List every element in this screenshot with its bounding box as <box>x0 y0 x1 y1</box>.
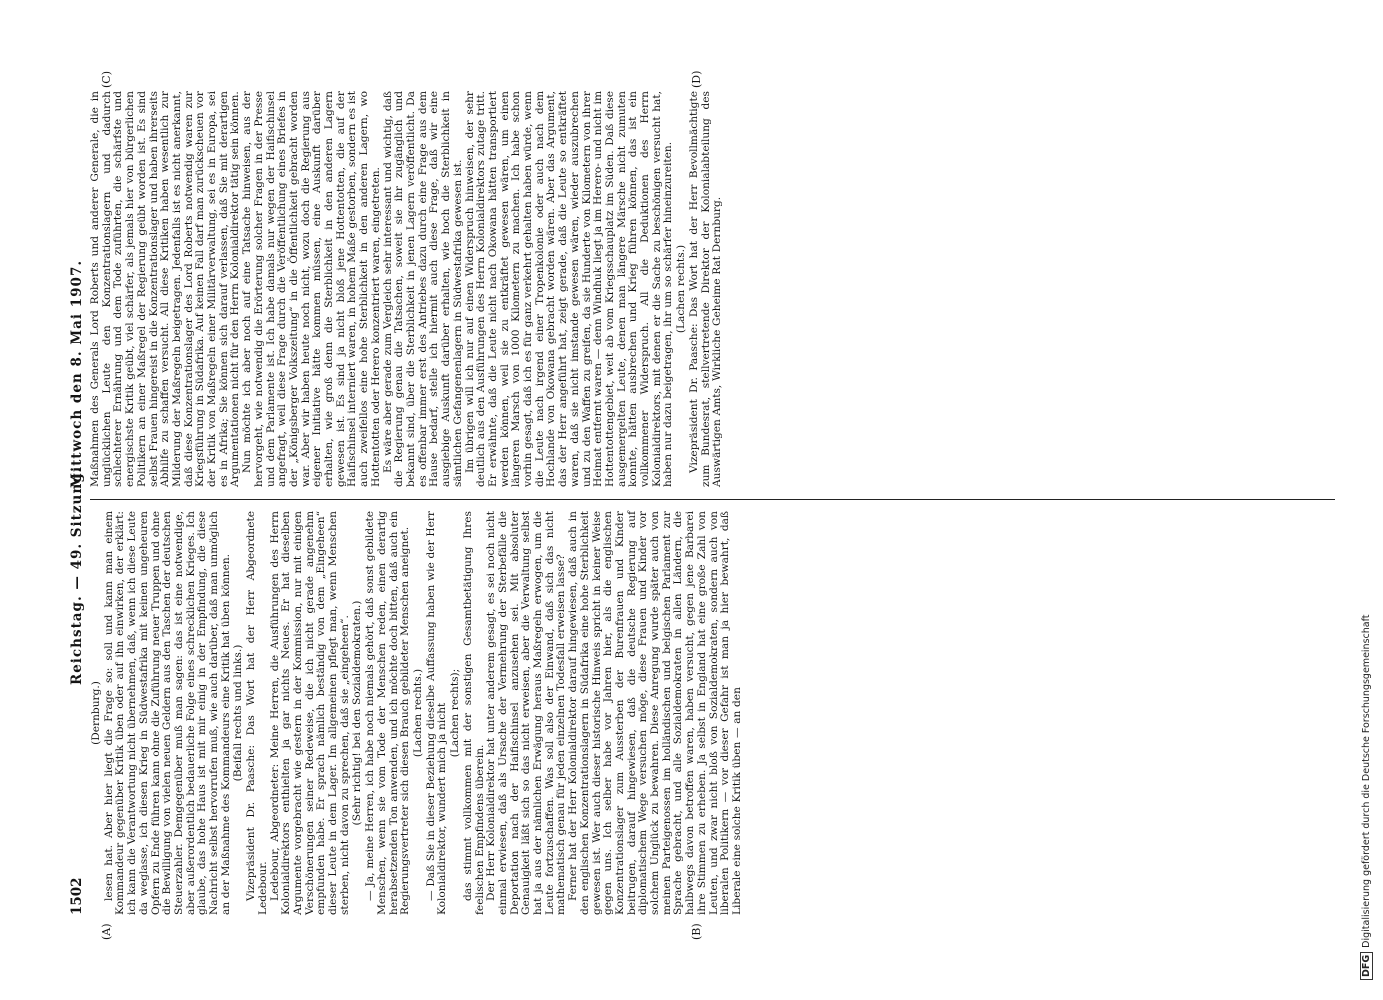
stage-direction: (Lachen rechts.) <box>675 244 688 334</box>
dfg-logo: DFG <box>1360 952 1373 980</box>
paragraph: Ledebour, Abgeordneter: Meine Herren, die Ausführungen des Herrn Kolonialdirektors enthielten ja gar nichts Neues. Er hat dieselben Argumente vorgebracht wie gestern in der Kommission, nur mit einigen Verschönerungen seiner Redeweise, die ich nicht gerade angenehm empfunden habe. Er sprach nämlich beständig von dem „Eingeheen“ dieser Leute in dem Lager. Im allgemeinen pflegt man, wenn Menschen sterben, nicht davon zu sprechen, daß sie „eingeheen“. <box>268 511 351 915</box>
column-divider <box>90 499 1335 500</box>
paragraph: Maßnahmen des Generals Lord Roberts und anderer Generale, die in unglücklichen Leute den Konzentrationslagern und dadurch schlechterer Ernährung und dem Tode zuführten, die schärfste und energischste Kritik geübt, viel schärfer, als jemals hier von bürgerlichen Politikern an einer Maßregel der Regierung geübt worden ist. Es sind selbst Frauen hingereist in die Konzentrationslager und haben ihrerseits Abhilfe zu schaffen versucht. All diese Kritiken haben wesentlich zur Milderung der Maßregeln beigetragen. Jedenfalls ist es nicht anerkannt, daß diese Konzentrationslager des Lord Roberts notwendig waren zur Kriegsführung in Südafrika. Auf keinen Fall darf man zurückscheuen vor der Kritik von Maßregeln einer Militärverwaltung, sei es in Europa, sei es in Afrika; Sie können sich darauf verlassen, daß Sie mit derartigen Argumentationen nicht für den Herrn Kolonialdirektor tätig sein können. <box>89 91 242 487</box>
margin-marker-d: (D) <box>690 70 703 88</box>
text-column-right <box>90 91 724 487</box>
page-header <box>66 0 90 1000</box>
margin-marker-b: (B) <box>690 923 703 940</box>
stage-direction: (Lachen rechts.) <box>411 668 424 758</box>
page-number: 1502 <box>69 877 85 915</box>
credit-text: Digitalisierung gefördert durch die Deutsche Forschungsgemeinschaft <box>1361 614 1372 948</box>
paragraph: Ferner hat der Herr Kolonialdirektor darauf hingewiesen, daß auch in den englischen Konzentrationslagern in Südafrika eine hohe Sterblichkeit gewesen ist. Wer auch dieser historische Hinweis spricht in keiner Weise gegen uns. Ich selber habe vor Jahren hier, als die englischen Konzentrationslager zum Aussterben der Burenfrauen und Kinder beitrugen, darauf hingewiesen, daß die deutsche Regierung auf diplomatischem Wege versuchen möge, diese Frauen und Kinder vor solchem Unglück zu bewahren. Diese Anregung wurde später auch von meinen Parteigenossen im holländischen und belgischen Parlament zur Sprache gebracht, und alle Sozialdemokraten in allen Ländern, die halbwegs davon betroffen waren, haben versucht, gegen jene Barbarei ihre Stimmen zu erheben. Ja selbst in England hat eine große Zahl von Leuten, und zwar nicht bloß von Sozialdemokraten, sondern auch von liberalen Politikern — vor dieser Gefahr ist man ja hier bewahrt, daß Liberale eine solche Kritik üben — an den <box>567 511 743 915</box>
vice-president-line: Vizepräsident Dr. Paasche: Das Wort hat der Herr Abgeordnete Ledebour. <box>245 511 269 915</box>
vice-president-line: Vizepräsident Dr. Paasche: Das Wort hat der Herr Bevollmächtigte zum Bundesrat, stellvertretende Direktor der Kolonialabteilung des Auswärtigen Amts, Wirkliche Geheime Rat Dernburg. <box>687 91 724 487</box>
stage-direction: (Beifall rechts und links.) <box>232 644 245 782</box>
stage-direction: (Lachen rechts); <box>449 668 462 758</box>
digitization-credit <box>1360 615 1373 981</box>
paragraph: Es wäre aber gerade zum Vergleich sehr interessant und wichtig, daß die Regierung genau die Tatsachen, soweit sie ihr zugänglich und bekannt sind, über die Sterblichkeit in jenen Lagern veröffentlicht. Da es offenbar immer erst des Antriebes dazu durch eine Frage aus dem Hause bedarf, stelle ich hiermit auch diese Frage, daß wir eine ausgiebige Auskunft darüber erhalten, wie hoch die Sterblichkeit in sämtlichen Gefangenenlagern in Südwestafrika gewesen ist. <box>381 91 464 487</box>
paragraph: lesen hat. Aber hier liegt die Frage so: soll und kann man einem Kommandeur gegenüber Kritik üben oder auf ihn einwirken, der erklärt: ich kann die Verantwortung nicht übernehmen, daß, wenn ich diese Leute da weglasse, ich diesen Krieg in Südwestafrika mit keinen ungeheuren Opfern zu Ende führen kann ohne die Zuführung neuer Truppen und ohne die Bewilligung von vielen neuen Geldern aus den Taschen der deutschen Steuerzahler. Demgegenüber muß man sagen: das ist eine notwendige, aber außerordentlich bedauerliche Folge eines schrecklichen Krieges. Ich glaube, das hohe Haus ist mit mir einig in der Empfindung, die diese Nachricht selbst hervorrufen muß, wie auch darüber, daß man unmöglich an der Maßnahme des Kommandeurs eine Kritik hat üben können. <box>102 511 232 915</box>
stage-direction: (Sehr richtig! bei den Sozialdemokraten.) <box>351 600 364 826</box>
paragraph: Im übrigen will ich nur auf einen Widerspruch hinweisen, der sehr deutlich aus den Ausführungen des Herrn Kolonialdirektors zutage tritt. Er erwähnte, daß die Leute nicht nach Okowana hätten transportiert werden können, weil sie zu entkräftet gewesen wären, um einen längeren Marsch von 1000 Kilometern zu machen. Ich habe schon vorhin gesagt, daß ich es für ganz verkehrt gehalten haben würde, wenn die Leute nach irgend einer Tropenkolonie oder auch nach dem Hochlande von Okowana gebracht worden wären. Aber das Argument, das der Herr angeführt hat, zeigt gerade, daß die Leute so entkräftet waren, daß sie nicht imstande gewesen wären, wieder auszubrechen und zu den Waffen zu greifen, da sie Hunderte von Kilometern von ihrer Heimat entfernt waren — denn Windhuk liegt ja im Herero- und nicht im Hottentottengebiet, weit ab vom Kriegsschauplatz im Süden. Daß diese ausgemergelten Leute, denen man längere Märsche nicht zumuten konnte, hätten ausbrechen und Krieg führen können, das ist ein vollkommener Widerspruch. All die Deduktionen des Herrn Kolonialdirektors, mit denen er die Sache zu beschönigen versucht hat, haben nur dazu beigetragen, ihr um so schärfer hineinzureiten. <box>463 91 675 487</box>
paragraph: Der Herr Kolonialdirektor hat unter anderem gesagt, es sei noch nicht einmal erwiesen, daß als Ursache der Vermehrung der Sterbefälle die Deportation nach der Haifischinsel anzusehen sei. Mit absoluter Genauigkeit läßt sich so das nicht erweisen, aber die Verwaltung selbst hat ja aus der nämlichen Erwägung heraus Maßregeln erwogen, um die Leute fortzuschaffen. Was soll also der Einwand, daß sich das nicht mathematisch genau für jeden einzelnen Todesfall erweisen lasse? <box>485 511 568 915</box>
header-date: Mittwoch den 8. Mai 1907. <box>69 259 85 488</box>
paragraph: — Daß Sie in dieser Beziehung dieselbe Auffassung haben wie der Herr Kolonialdirektor, wundert mich ja nicht <box>424 511 449 915</box>
header-title: Reichstag. — 49. Sitzung. <box>69 466 85 685</box>
margin-marker-a: (A) <box>100 923 113 940</box>
text-column-left <box>90 511 744 915</box>
speaker-tag: (Dernburg.) <box>90 681 102 745</box>
margin-marker-c: (C) <box>100 71 113 88</box>
paragraph: Nun möchte ich aber noch auf eine Tatsache hinweisen, aus der hervorgeht, wie notwendig die Erörterung solcher Fragen in der Presse und dem Parlamente ist. Ich habe damals nur wegen der Haifischinsel angefragt, weil diese Frage durch die Veröffentlichung eines Briefes in der „Königsberger Volkszeitung“ in die Öffentlichkeit gebracht worden war. Aber wir haben heute noch nicht, wozu doch die Regierung aus eigener Initiative hätte kommen müssen, eine Auskunft darüber erhalten, wie groß denn die Sterblichkeit in den anderen Lagern gewesen ist. Es sind ja nicht bloß jene Hottentotten, die auf der Haifischinsel interniert waren, in hohem Maße gestorben, sondern es ist auch zweifellos eine hohe Sterblichkeit in den anderen Lagern, wo Hottentotten oder Herero konzentriert waren, eingetreten. <box>241 91 382 487</box>
paragraph: das stimmt vollkommen mit der sonstigen Gesamtbetätigung Ihres feelischen Empfindens überein. <box>461 511 486 915</box>
paragraph: — Ja, meine Herren, ich habe noch niemals gehört, daß sonst gebildete Menschen, wenn sie vom Tode der Menschen reden, einen derartig herabsetzenden Ton anwenden, und ich möchte doch bitten, daß auch ein Regierungsvertreter sich diesen Brauch gebildeter Menschen aneignet. <box>364 511 412 915</box>
